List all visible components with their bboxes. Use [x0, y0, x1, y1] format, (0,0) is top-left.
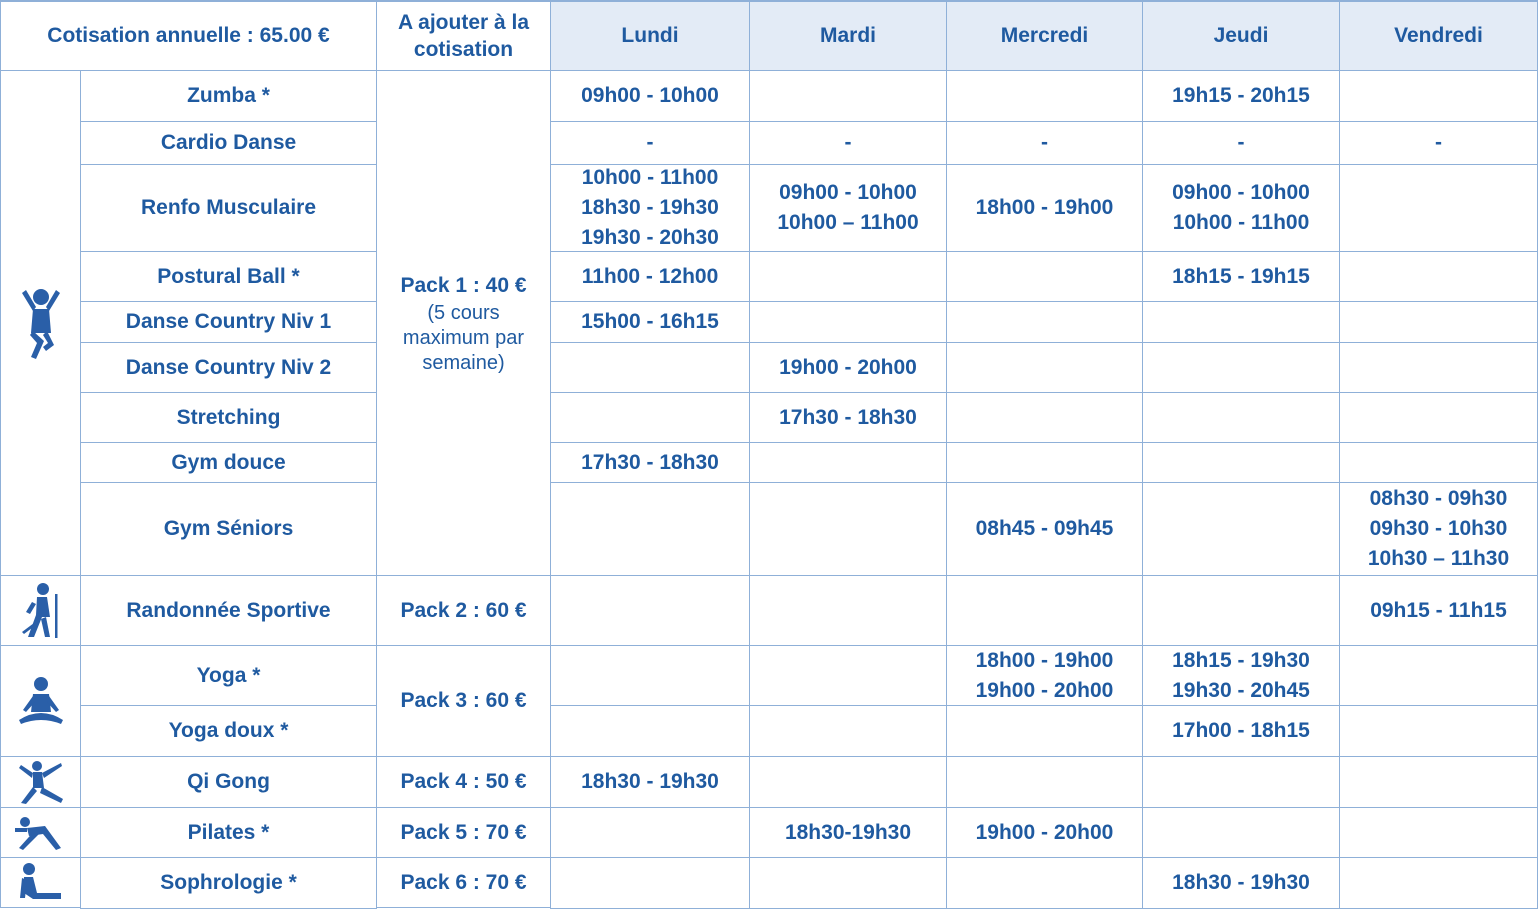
time-slot-vendredi: [1339, 645, 1538, 706]
time-slot-mercredi: 18h00 - 19h00 19h00 - 20h00: [946, 645, 1143, 706]
time-slot-vendredi: [1339, 301, 1538, 343]
time-slot-jeudi: 18h15 - 19h15: [1142, 251, 1340, 302]
time-slot-jeudi: [1142, 301, 1340, 343]
pack-4-cell: Pack 4 : 50 €: [376, 756, 551, 808]
qi-gong-icon: [0, 756, 81, 808]
time-slot-jeudi: [1142, 442, 1340, 483]
time-slot-mercredi: [946, 442, 1143, 483]
yoga-lotus-icon: [0, 645, 81, 757]
time-slot-jeudi: [1142, 756, 1340, 808]
time-slot-vendredi: [1339, 251, 1538, 302]
time-slot-jeudi: [1142, 482, 1340, 576]
time-slot-mardi: [749, 301, 947, 343]
time-slot-jeudi: 18h30 - 19h30: [1142, 857, 1340, 909]
time-slot-mardi: 19h00 - 20h00: [749, 342, 947, 393]
time-slot-mercredi: [946, 705, 1143, 757]
time-slot-jeudi: 17h00 - 18h15: [1142, 705, 1340, 757]
sophrology-icon: [0, 857, 81, 908]
day-header-mardi: Mardi: [749, 0, 947, 71]
time-slot-lundi: [550, 645, 750, 706]
time-slot-mercredi: [946, 251, 1143, 302]
time-slot-lundi: [550, 857, 750, 909]
time-slot-mercredi: [946, 70, 1143, 122]
time-slot-vendredi: [1339, 442, 1538, 483]
time-slot-jeudi: 18h15 - 19h30 19h30 - 20h45: [1142, 645, 1340, 706]
time-slot-mercredi: 18h00 - 19h00: [946, 164, 1143, 252]
time-slot-vendredi: [1339, 756, 1538, 808]
time-slot-lundi: 09h00 - 10h00: [550, 70, 750, 122]
time-slot-jeudi: [1142, 575, 1340, 646]
hiking-icon: [0, 575, 81, 646]
time-slot-lundi: 15h00 - 16h15: [550, 301, 750, 343]
activity-name: Randonnée Sportive: [80, 575, 377, 646]
time-slot-jeudi: 19h15 - 20h15: [1142, 70, 1340, 122]
time-slot-mercredi: [946, 756, 1143, 808]
pack-1-note: (5 cours maximum par semaine): [402, 301, 525, 374]
pack-2-cell: Pack 2 : 60 €: [376, 575, 551, 646]
activity-name: Pilates *: [80, 807, 377, 858]
time-slot-mardi: [749, 705, 947, 757]
time-slot-mercredi: [946, 342, 1143, 393]
time-slot-mardi: [749, 251, 947, 302]
day-header-mercredi: Mercredi: [946, 0, 1143, 71]
activity-name: Yoga doux *: [80, 705, 377, 757]
time-slot-mardi: [749, 756, 947, 808]
time-slot-mercredi: 19h00 - 20h00: [946, 807, 1143, 858]
day-header-jeudi: Jeudi: [1142, 0, 1340, 71]
time-slot-mardi: [749, 575, 947, 646]
time-slot-mardi: [749, 645, 947, 706]
annual-fee-label: Cotisation annuelle : 65.00 €: [0, 0, 377, 71]
time-slot-lundi: 18h30 - 19h30: [550, 756, 750, 808]
activity-name: Danse Country Niv 1: [80, 301, 377, 343]
time-slot-lundi: 11h00 - 12h00: [550, 251, 750, 302]
pack-1-label: Pack 1 : 40 €: [400, 273, 527, 297]
time-slot-jeudi: [1142, 342, 1340, 393]
time-slot-mercredi: [946, 301, 1143, 343]
time-slot-mardi: 17h30 - 18h30: [749, 392, 947, 443]
activity-name: Cardio Danse: [80, 121, 377, 165]
time-slot-vendredi: [1339, 70, 1538, 122]
activity-name: Renfo Musculaire: [80, 164, 377, 252]
time-slot-vendredi: [1339, 807, 1538, 858]
time-slot-mardi: 18h30-19h30: [749, 807, 947, 858]
activity-name: Zumba *: [80, 70, 377, 122]
time-slot-lundi: 10h00 - 11h00 18h30 - 19h30 19h30 - 20h30: [550, 164, 750, 252]
time-slot-vendredi: [1339, 705, 1538, 757]
time-slot-lundi: [550, 575, 750, 646]
time-slot-jeudi: -: [1142, 121, 1340, 165]
pack-3-cell: Pack 3 : 60 €: [376, 645, 551, 757]
time-slot-mardi: 09h00 - 10h00 10h00 – 11h00: [749, 164, 947, 252]
time-slot-vendredi: [1339, 164, 1538, 252]
time-slot-lundi: [550, 392, 750, 443]
activity-name: Postural Ball *: [80, 251, 377, 302]
time-slot-mardi: [749, 70, 947, 122]
time-slot-lundi: [550, 482, 750, 576]
activity-name: Gym Séniors: [80, 482, 377, 576]
activity-name: Sophrologie *: [80, 857, 377, 909]
time-slot-mercredi: [946, 857, 1143, 909]
dance-figure-icon: [0, 70, 81, 576]
time-slot-mercredi: 08h45 - 09h45: [946, 482, 1143, 576]
time-slot-mercredi: [946, 575, 1143, 646]
time-slot-mercredi: -: [946, 121, 1143, 165]
time-slot-jeudi: [1142, 807, 1340, 858]
pack-5-cell: Pack 5 : 70 €: [376, 807, 551, 858]
time-slot-lundi: -: [550, 121, 750, 165]
add-to-fee-header: A ajouter à la cotisation: [376, 0, 551, 71]
time-slot-vendredi: [1339, 392, 1538, 443]
time-slot-mardi: [749, 482, 947, 576]
time-slot-lundi: [550, 807, 750, 858]
time-slot-vendredi: 09h15 - 11h15: [1339, 575, 1538, 646]
time-slot-mardi: [749, 442, 947, 483]
time-slot-mardi: [749, 857, 947, 909]
activity-name: Danse Country Niv 2: [80, 342, 377, 393]
time-slot-vendredi: [1339, 857, 1538, 909]
time-slot-vendredi: -: [1339, 121, 1538, 165]
time-slot-jeudi: 09h00 - 10h00 10h00 - 11h00: [1142, 164, 1340, 252]
time-slot-lundi: 17h30 - 18h30: [550, 442, 750, 483]
time-slot-mardi: -: [749, 121, 947, 165]
pack-1-cell: [376, 70, 551, 576]
pack-6-cell: Pack 6 : 70 €: [376, 857, 551, 908]
time-slot-lundi: [550, 705, 750, 757]
activity-name: Gym douce: [80, 442, 377, 483]
activity-name: Qi Gong: [80, 756, 377, 808]
time-slot-lundi: [550, 342, 750, 393]
activity-name: Yoga *: [80, 645, 377, 706]
time-slot-vendredi: 08h30 - 09h30 09h30 - 10h30 10h30 – 11h30: [1339, 482, 1538, 576]
pilates-icon: [0, 807, 81, 858]
time-slot-vendredi: [1339, 342, 1538, 393]
day-header-vendredi: Vendredi: [1339, 0, 1538, 71]
time-slot-jeudi: [1142, 392, 1340, 443]
time-slot-mercredi: [946, 392, 1143, 443]
activity-name: Stretching: [80, 392, 377, 443]
day-header-lundi: Lundi: [550, 0, 750, 71]
